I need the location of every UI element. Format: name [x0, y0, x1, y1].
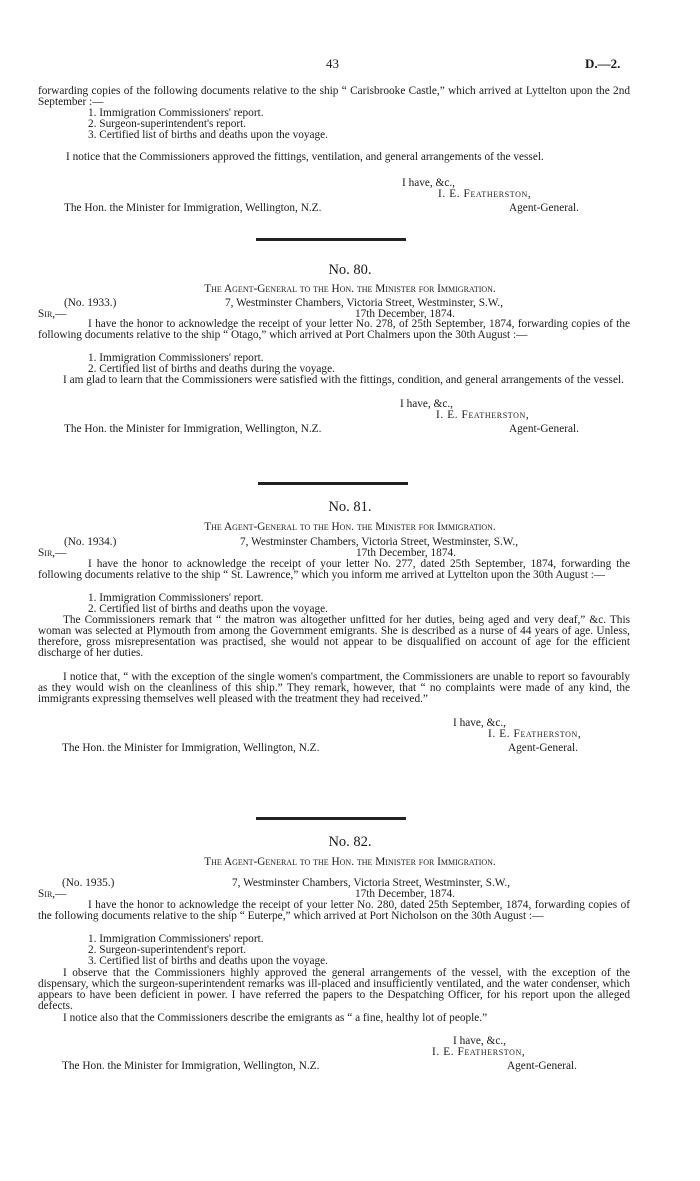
letter-81-number: No. 81. — [328, 499, 372, 515]
section-divider — [256, 238, 406, 241]
letter-80-signature: I. E. Featherston, — [436, 409, 530, 421]
letter-79-paragraph-2: I notice that the Commissioners approved the fittings, ventilation, and general arrangements of the vessel. — [66, 151, 544, 163]
letter-80-salutation: Sir,— — [38, 308, 67, 320]
letter-82-item-3: 3. Certified list of births and deaths upon the voyage. — [88, 955, 329, 967]
letter-81-paragraph-3: I notice that, “ with the exception of the single women's compartment, the Commissioners are unable to report so favourably as they would wish on the cleanliness of this ship.” They remark, however, that “ no complaints were made of any kind, the immigrants expressing themselves well pleased with the treatment they had received.” — [38, 671, 630, 706]
letter-81-item-2: 2. Certified list of births and deaths upon the voyage. — [88, 603, 329, 615]
letter-80-title: Agent-General. — [509, 423, 579, 435]
letter-79-item-1: 1. Immigration Commissioners' report. — [88, 107, 264, 119]
letter-82-paragraph-2: I observe that the Commissioners highly approved the general arrangements of the vessel, with the exception of the dispensary, which the surgeon-superintendent remarks was ill-placed and insufficiently ventilated, and the water condenser, which appears to have been deficient in power. I have referred the papers to the Despatching Officer, for his report upon the alleged defects. — [38, 967, 630, 1013]
section-divider — [256, 817, 406, 820]
letter-81-salutation: Sir,— — [38, 547, 67, 559]
letter-81-paragraph-1: I have the honor to acknowledge the receipt of your letter No. 277, dated 25th September, 1874, forwarding the following documents relative to the ship “ St. Lawrence,” which you inform me arrived at Lyttelton upon the 30th August :— — [38, 558, 630, 582]
letter-81-closing: I have, &c., — [453, 717, 507, 729]
letter-79-closing: I have, &c., — [402, 177, 456, 189]
letter-79-title: Agent-General. — [509, 202, 579, 214]
letter-82-closing: I have, &c., — [453, 1035, 507, 1047]
document-code: D.—2. — [585, 56, 621, 71]
letter-80-paragraph-1: I have the honor to acknowledge the receipt of your letter No. 278, of 25th September, 1874, forwarding copies of the following documents relative to the ship “ Otago,” which arrived at Port Chalmers upon the 30th August :— — [38, 318, 630, 342]
letter-79-signature: I. E. Featherston, — [438, 188, 532, 200]
letter-82-date: 17th December, 1874. — [355, 888, 455, 900]
letter-82-reference: (No. 1935.) — [62, 877, 115, 889]
letter-82-from: The Agent-General to the Hon. the Minister for Immigration. — [204, 856, 496, 868]
page-number: 43 — [326, 56, 339, 71]
letter-80-date: 17th December, 1874. — [355, 308, 455, 320]
letter-80-item-1: 1. Immigration Commissioners' report. — [88, 352, 264, 364]
letter-81-item-1: 1. Immigration Commissioners' report. — [88, 592, 264, 604]
letter-81-address: 7, Westminster Chambers, Victoria Street, Westminster, S.W., — [240, 536, 519, 548]
letter-82-salutation: Sir,— — [38, 888, 67, 900]
letter-80-from: The Agent-General to the Hon. the Minister for Immigration. — [204, 283, 496, 295]
letter-82-address: 7, Westminster Chambers, Victoria Street, Westminster, S.W., — [232, 877, 511, 889]
letter-79-addressee: The Hon. the Minister for Immigration, Wellington, N.Z. — [64, 202, 322, 214]
section-divider — [258, 482, 408, 485]
letter-82-title: Agent-General. — [507, 1060, 577, 1072]
letter-81-from: The Agent-General to the Hon. the Minister for Immigration. — [204, 521, 496, 533]
letter-80-reference: (No. 1933.) — [64, 297, 117, 309]
letter-80-closing: I have, &c., — [400, 398, 454, 410]
letter-80-address: 7, Westminster Chambers, Victoria Street, Westminster, S.W., — [225, 297, 504, 309]
letter-82-signature: I. E. Featherston, — [432, 1046, 526, 1058]
letter-81-paragraph-2: The Commissioners remark that “ the matron was altogether unfitted for her duties, being aged and very deaf,” &c. This woman was selected at Plymouth from among the Government emigrants. She is described as a nurse of 44 years of age. Unless, therefore, gross misrepresentation was practised, she would not appear to be disqualified on account of age for the efficient discharge of her duties. — [38, 614, 630, 660]
letter-81-reference: (No. 1934.) — [64, 536, 117, 548]
letter-82-item-2: 2. Surgeon-superintendent's report. — [88, 944, 247, 956]
letter-81-date: 17th December, 1874. — [356, 547, 456, 559]
letter-82-addressee: The Hon. the Minister for Immigration, Wellington, N.Z. — [62, 1060, 320, 1072]
letter-80-paragraph-2: I am glad to learn that the Commissioners were satisfied with the fittings, condition, and general arrangements of the vessel. — [63, 374, 624, 386]
letter-82-number: No. 82. — [328, 834, 372, 850]
letter-82-item-1: 1. Immigration Commissioners' report. — [88, 933, 264, 945]
letter-79-item-3: 3. Certified list of births and deaths upon the voyage. — [88, 129, 329, 141]
letter-81-addressee: The Hon. the Minister for Immigration, Wellington, N.Z. — [62, 742, 320, 754]
letter-82-paragraph-3: I notice also that the Commissioners describe the emigrants as “ a fine, healthy lot of people.” — [63, 1012, 488, 1024]
letter-81-title: Agent-General. — [508, 742, 578, 754]
letter-80-number: No. 80. — [328, 262, 372, 278]
letter-82-paragraph-1: I have the honor to acknowledge the receipt of your letter No. 280, dated 25th September, 1874, forwarding copies of the following documents relative to the ship “ Euterpe,” which arrived at Port Nicholson on the 30th August :— — [38, 899, 630, 923]
letter-80-addressee: The Hon. the Minister for Immigration, Wellington, N.Z. — [64, 423, 322, 435]
letter-79-item-2: 2. Surgeon-superintendent's report. — [88, 118, 247, 130]
letter-79-paragraph-1: forwarding copies of the following documents relative to the ship “ Carisbrooke Castle,” which arrived at Lyttelton upon the 2nd September :— — [38, 85, 630, 109]
letter-81-signature: I. E. Featherston, — [488, 728, 582, 740]
letter-80-item-2: 2. Certified list of births and deaths during the voyage. — [88, 363, 335, 375]
